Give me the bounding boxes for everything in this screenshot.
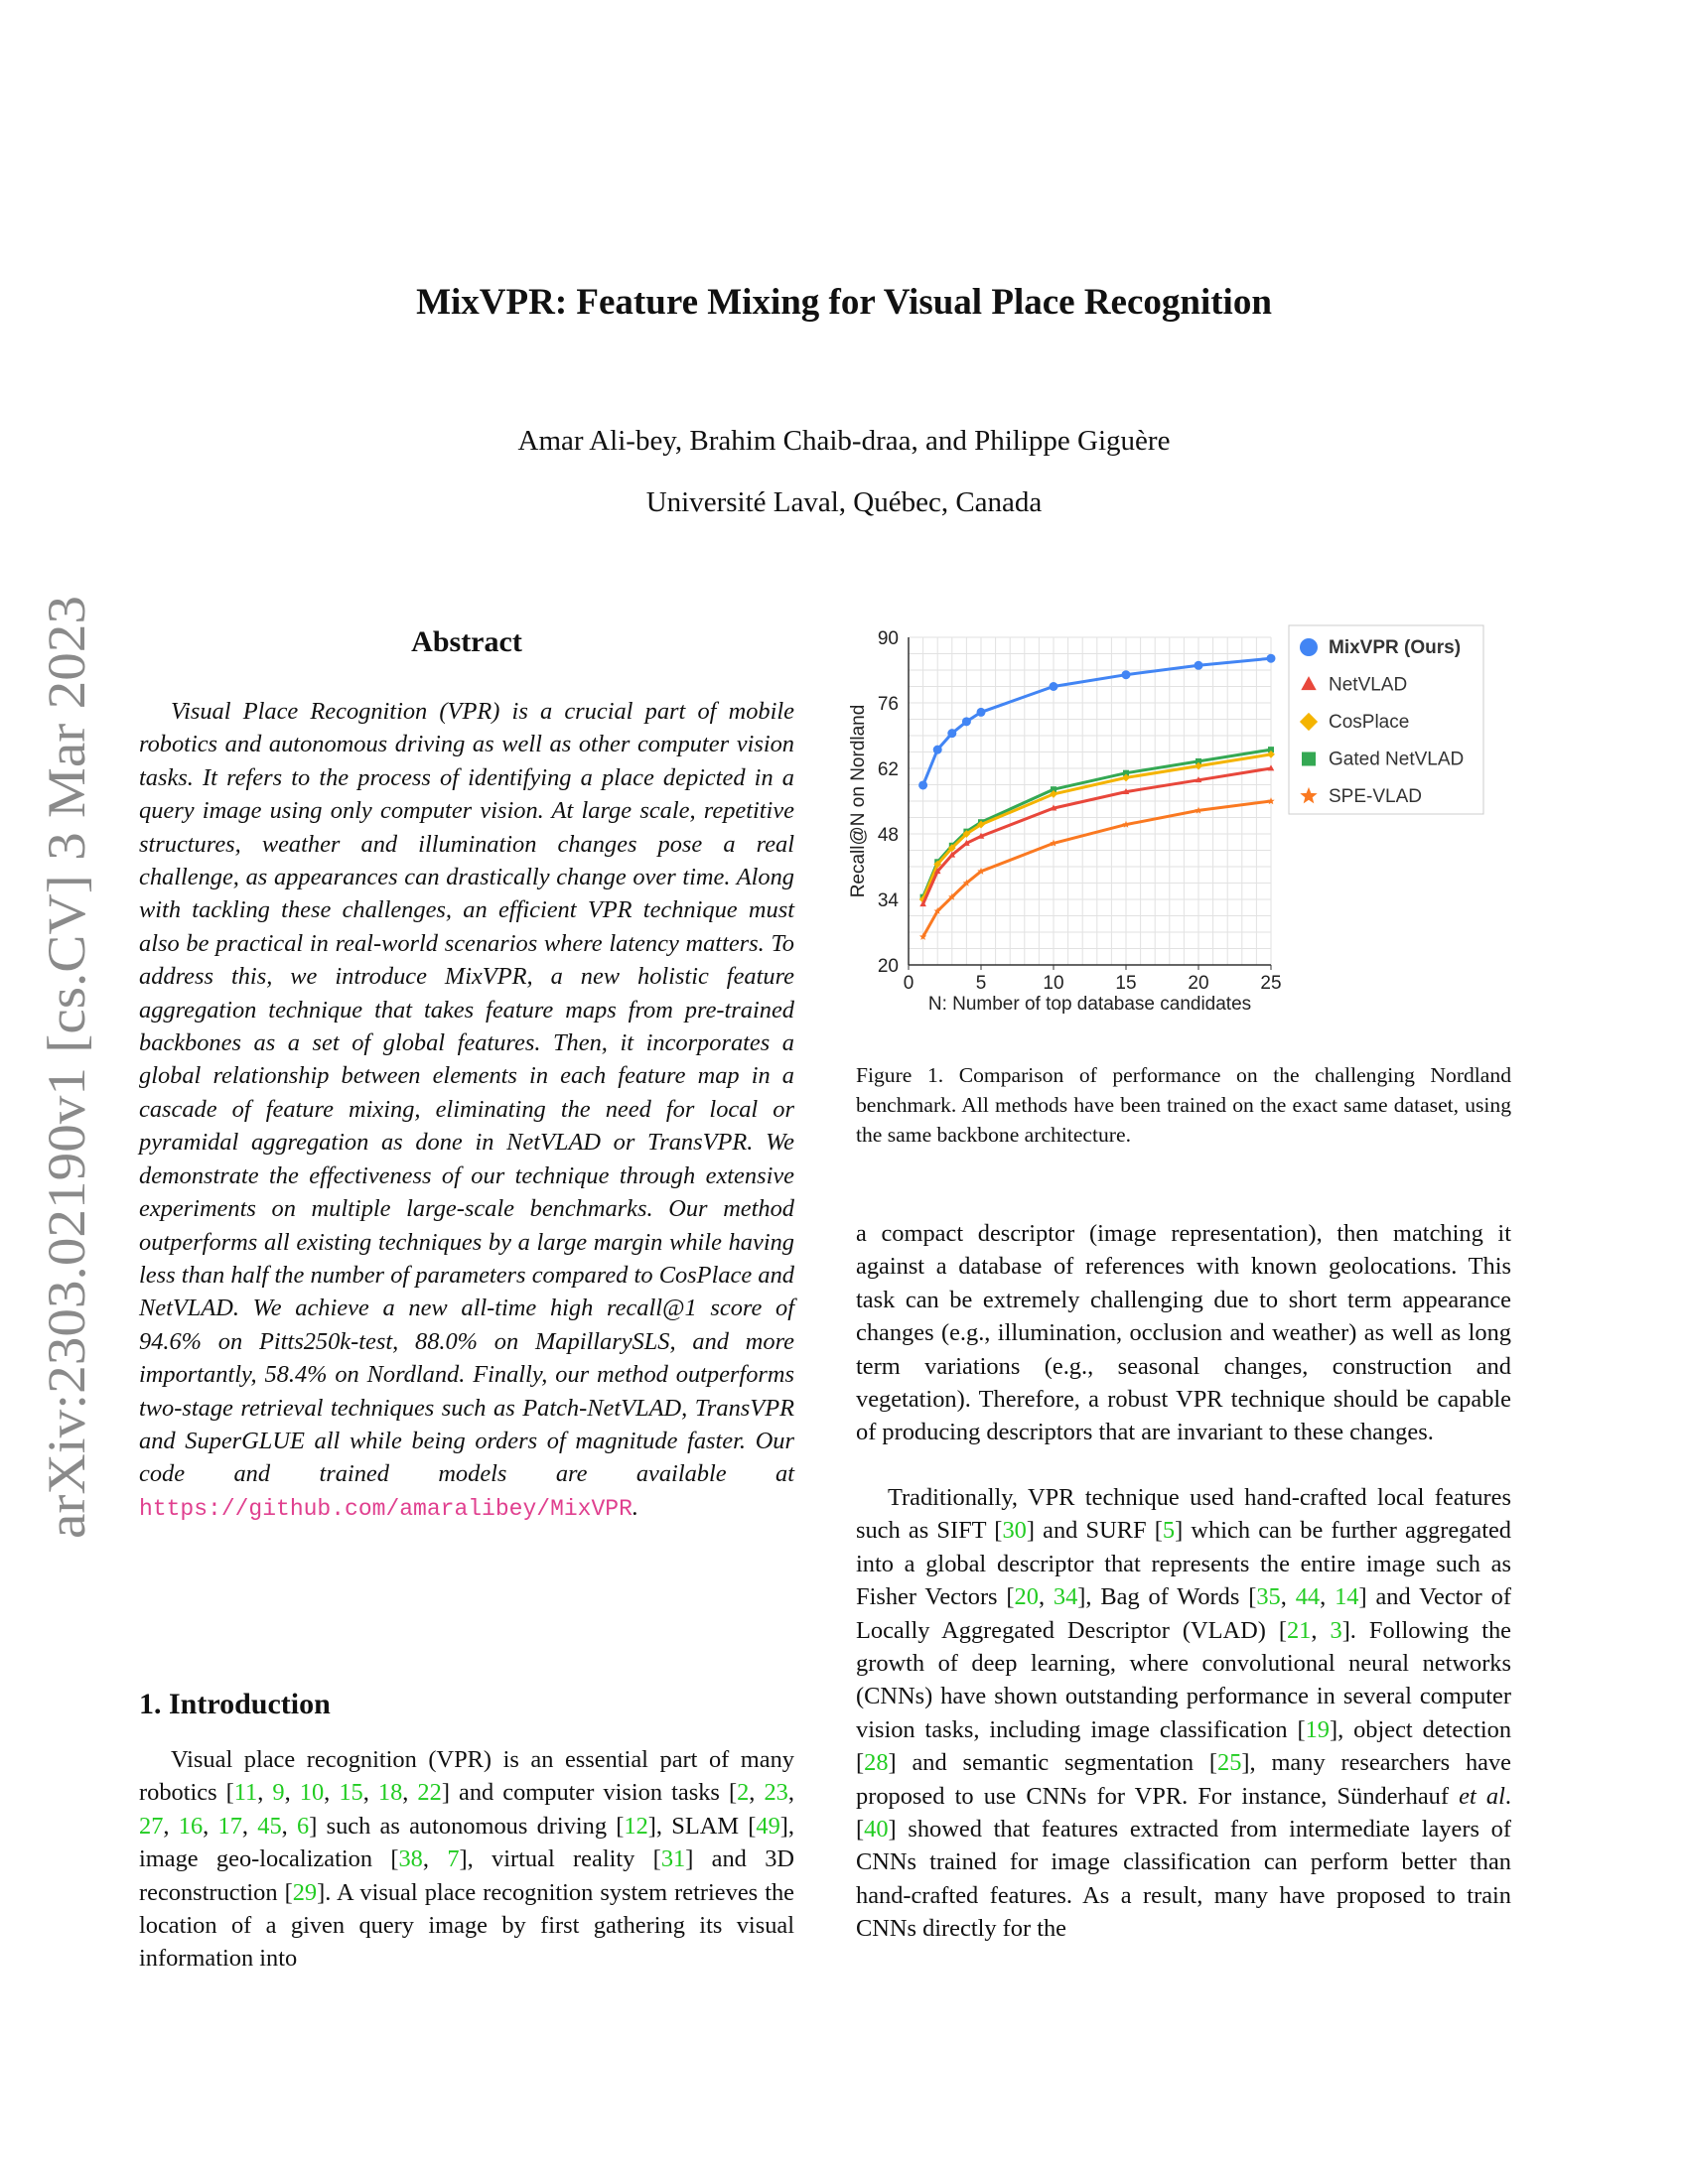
legend-marker (1300, 638, 1318, 656)
citation-link[interactable]: 22 (417, 1779, 442, 1807)
y-axis-label: Recall@N on Nordland (848, 704, 869, 898)
citation-link[interactable]: 25 (1217, 1749, 1242, 1777)
citation-link[interactable]: 35 (1256, 1583, 1281, 1611)
right-paragraph-1: a compact descriptor (image representation), then matching it against a database of references with known geolocations. This task can be extremely challenging due to short term appearance changes (e.g., illumination, occlusion and weather) as well as long term variations (e.g., seasonal changes, construction and vegetation). Therefore, a robust VPR technique should be capable of producing descriptors that are invariant to these changes. (856, 1220, 1511, 1446)
citation-link[interactable]: 28 (864, 1749, 889, 1777)
x-tick-label: 15 (1115, 973, 1137, 994)
abstract-body: Visual Place Recognition (VPR) is a crucial part of mobile robotics and autonomous driving as well as other computer vision tasks. It refers to the process of identifying a place depicted in a query image using only computer vision. At large scale, repetitive structures, weather and illumination changes pose a real challenge, as appearances can drastically change over time. Along with tackling these challenges, an efficient VPR technique must also be practical in real-world scenarios where latency matters. To address this, we introduce MixVPR, a new holistic feature aggregation technique that takes feature maps from pre-trained backbones as a set of global features. Then, it incorporates a global relationship between elements in each feature map in a cascade of feature mixing, eliminating the need for local or pyramidal aggregation as done in NetVLAD or TransVPR. We demonstrate the effectiveness of our technique through extensive experiments on multiple large-scale benchmarks. Our method outperforms all existing techniques by a large margin while having less than half the number of parameters compared to CosPlace and NetVLAD. We achieve a new all-time high recall@1 score of 94.6% on Pitts250k-test, 88.0% on MapillarySLS, and more importantly, 58.4% on Nordland. Finally, our method outperforms two-stage retrieval techniques such as Patch-NetVLAD, TransVPR and SuperGLUE all while being orders of magnitude faster. Our code and trained models are available at (139, 698, 794, 1488)
citation-link[interactable]: 34 (1053, 1583, 1078, 1611)
citation-link[interactable]: 5 (1162, 1517, 1176, 1545)
chart-legend (1289, 625, 1483, 814)
legend-label: MixVPR (Ours) (1329, 637, 1462, 658)
citation-link[interactable]: 11 (233, 1779, 258, 1807)
citation-link[interactable]: 17 (217, 1812, 242, 1840)
arxiv-identifier: arXiv:2303.02190v1 [cs.CV] 3 Mar 2023 (37, 648, 96, 1539)
data-point (977, 708, 986, 717)
data-point (1050, 682, 1058, 691)
abstract-end: . (632, 1493, 638, 1521)
legend-label: CosPlace (1329, 712, 1410, 733)
legend-label: Gated NetVLAD (1329, 749, 1465, 770)
arxiv-stamp (10, 586, 99, 1539)
x-tick-label: 10 (1043, 973, 1064, 994)
citation-link[interactable]: 44 (1295, 1583, 1321, 1611)
figure-1 (844, 615, 1519, 1032)
citation-link[interactable]: 10 (299, 1779, 325, 1807)
y-tick-label: 90 (877, 628, 899, 649)
paper-title: MixVPR: Feature Mixing for Visual Place Recognition (416, 282, 1272, 323)
citation-link[interactable]: 6 (297, 1812, 310, 1840)
code-link[interactable]: https://github.com/amaralibey/MixVPR (139, 1495, 633, 1522)
y-tick-label: 48 (877, 825, 899, 846)
citation-link[interactable]: 9 (272, 1779, 285, 1807)
abstract-heading: Abstract (411, 625, 522, 658)
paper-authors: Amar Ali-bey, Brahim Chaib-draa, and Philippe Giguère (517, 425, 1171, 457)
legend-label: SPE-VLAD (1329, 786, 1422, 807)
x-axis-label: N: Number of top database candidates (927, 994, 1252, 1015)
legend-marker (1302, 752, 1316, 766)
citation-link[interactable]: 18 (377, 1779, 403, 1807)
citation-link[interactable]: 38 (398, 1845, 423, 1873)
citation-link[interactable]: 29 (292, 1878, 318, 1906)
citation-link[interactable]: 27 (139, 1812, 164, 1840)
citation-link[interactable]: 3 (1330, 1616, 1342, 1644)
introduction-heading: 1. Introduction (139, 1688, 331, 1720)
citation-link[interactable]: 30 (1002, 1517, 1027, 1545)
x-tick-label: 0 (903, 973, 914, 994)
data-point (1267, 654, 1276, 663)
legend-label: NetVLAD (1329, 674, 1408, 696)
data-point (1195, 661, 1203, 670)
abstract-text (139, 695, 794, 1526)
citation-link[interactable]: 15 (339, 1779, 363, 1807)
recall-chart (844, 615, 1519, 1032)
citation-link[interactable]: 19 (1305, 1715, 1330, 1743)
data-point (933, 746, 942, 754)
citation-link[interactable]: 20 (1014, 1583, 1039, 1611)
citation-link[interactable]: 23 (764, 1779, 788, 1807)
data-point (962, 717, 971, 726)
citation-link[interactable]: 49 (756, 1812, 780, 1840)
data-point (947, 729, 956, 738)
y-tick-label: 20 (877, 956, 899, 977)
data-point (918, 780, 927, 789)
figure-1-caption: Figure 1. Comparison of performance on the challenging Nordland benchmark. All methods have been trained on the exact same dataset, using the same backbone architecture. (856, 1063, 1511, 1147)
y-tick-label: 34 (877, 890, 899, 911)
citation-link[interactable]: 21 (1286, 1616, 1312, 1644)
x-tick-label: 5 (975, 973, 987, 994)
introduction-paragraph: Visual place recognition (VPR) is an essential part of many robotics [11, 9, 10, 15, 18, 22] and computer vision tasks [2, 23, 27, 16, 17, 45, 6] such as autonomous driving [12], SLAM [49], image geo-localization [38, 7], virtual reality [31] and 3D reconstruction [29]. A visual place recognition system retrieves the location of a given query image by first gathering its visual information into (139, 1746, 795, 1973)
x-tick-label: 25 (1260, 973, 1282, 994)
italic-text: et al (1459, 1782, 1505, 1810)
x-tick-label: 20 (1188, 973, 1209, 994)
citation-link[interactable]: 45 (257, 1812, 282, 1840)
right-paragraph-2: Traditionally, VPR technique used hand-crafted local features such as SIFT [30] and SURF [5] which can be further aggregated into a global descriptor that represents the entire image such as Fisher Vectors [20, 34], Bag of Words [35, 44, 14] and Vector of Locally Aggregated Descriptor (VLAD) [21, 3]. Following the growth of deep learning, where convolutional neural networks (CNNs) have shown outstanding performance in several computer vision tasks, including image classification [19], object detection [28] and semantic segmentation [25], many researchers have proposed to use CNNs for VPR. For instance, Sünderhauf et al. [40] showed that features extracted from intermediate layers of CNNs trained for image classification can perform better than hand-crafted features. As a result, many have proposed to train CNNs directly for the (856, 1484, 1512, 1943)
y-tick-label: 76 (877, 694, 899, 715)
citation-link[interactable]: 7 (447, 1845, 460, 1873)
citation-link[interactable]: 16 (178, 1812, 204, 1840)
data-point (1122, 670, 1131, 679)
citation-link[interactable]: 14 (1335, 1583, 1359, 1611)
citation-link[interactable]: 31 (660, 1845, 686, 1873)
y-tick-label: 62 (877, 759, 899, 780)
citation-link[interactable]: 12 (624, 1812, 648, 1840)
citation-link[interactable]: 40 (864, 1816, 889, 1843)
citation-link[interactable]: 2 (737, 1779, 750, 1807)
paper-affiliation: Université Laval, Québec, Canada (645, 486, 1043, 518)
